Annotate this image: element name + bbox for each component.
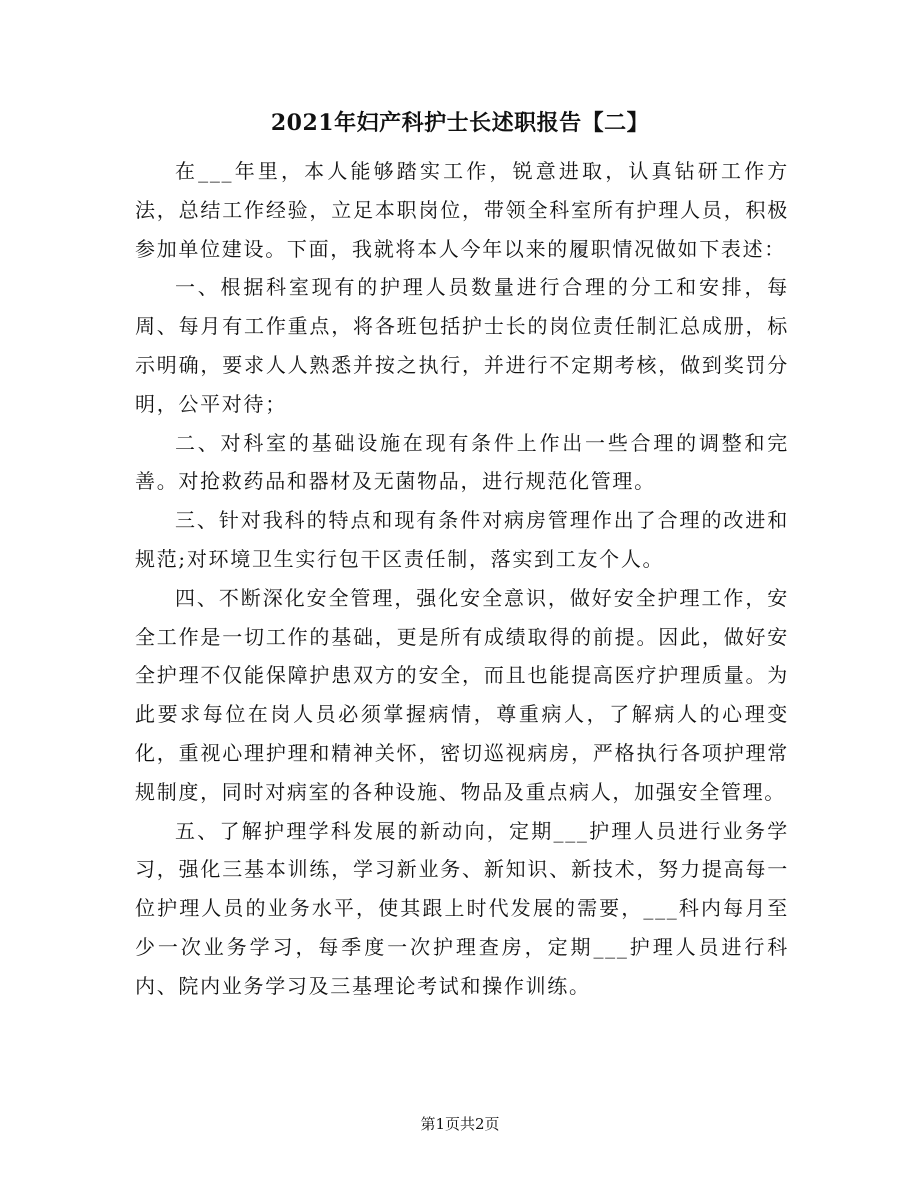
document-title: 2021年妇产科护士长述职报告【二】 xyxy=(270,110,650,136)
paragraph-item-5: 五、了解护理学科发展的新动向，定期___护理人员进行业务学习，强化三基本训练，学习新业务、新知识、新技术，努力提高每一位护理人员的业务水平，使其跟上时代发展的需要，___科内每月至少一次业务学习，每季度一次护理查房，定期___护理人员进行科内、院内业务学习及三基理论考试和操作训练。 xyxy=(135,818,789,998)
page-number: 第1页共2页 xyxy=(420,1115,500,1133)
document-body xyxy=(135,152,789,1006)
paragraph-intro: 在___年里，本人能够踏实工作，锐意进取，认真钻研工作方法，总结工作经验，立足本职岗位，带领全科室所有护理人员，积极参加单位建设。下面，我就将本人今年以来的履职情况做如下表述： xyxy=(135,159,789,261)
paragraph-item-1: 一、根据科室现有的护理人员数量进行合理的分工和安排，每周、每月有工作重点，将各班包括护士长的岗位责任制汇总成册，标示明确，要求人人熟悉并按之执行，并进行不定期考核，做到奖罚分明，公平对待； xyxy=(135,275,789,416)
paragraph-item-2: 二、对科室的基础设施在现有条件上作出一些合理的调整和完善。对抢救药品和器材及无菌物品，进行规范化管理。 xyxy=(135,430,789,494)
paragraph-item-3: 三、针对我科的特点和现有条件对病房管理作出了合理的改进和规范;对环境卫生实行包干区责任制，落实到工友个人。 xyxy=(135,508,789,571)
paragraph-item-4: 四、不断深化安全管理，强化安全意识，做好安全护理工作，安全工作是一切工作的基础，更是所有成绩取得的前提。因此，做好安全护理不仅能保障护患双方的安全，而且也能提高医疗护理质量。为此要求每位在岗人员必须掌握病情，尊重病人，了解病人的心理变化，重视心理护理和精神关怀，密切巡视病房，严格执行各项护理常规制度，同时对病室的各种设施、物品及重点病人，加强安全管理。 xyxy=(135,585,789,804)
